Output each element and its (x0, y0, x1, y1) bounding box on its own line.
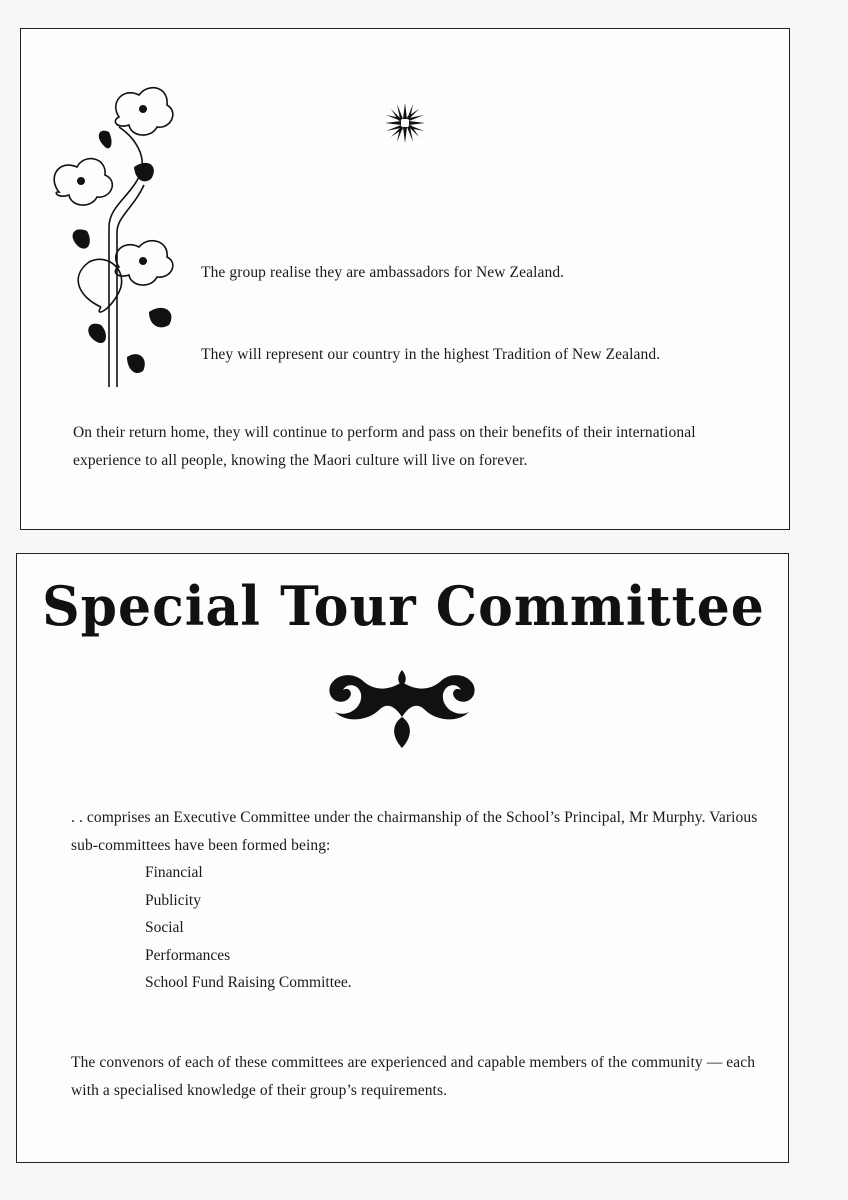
subcommittee-list (145, 859, 352, 997)
list-item: Publicity (145, 891, 201, 909)
top-panel (20, 28, 790, 530)
page-title: Special Tour Committee (42, 574, 765, 639)
comprises-paragraph: . . comprises an Executive Committee under the chairmanship of the School’s Principal, Mr Murphy. Various sub-committees have been formed being: (71, 809, 758, 854)
list-item: Social (145, 919, 184, 937)
list-item: School Fund Raising Committee. (145, 974, 352, 992)
poppy-flower-vine-icon (39, 57, 189, 387)
ambassadors-line: The group realise they are ambassadors for New Zealand. (201, 264, 565, 281)
return-home-paragraph: On their return home, they will continue to perform and pass on their benefits of their international experience to all people, knowing the Maori culture will live on forever. (73, 424, 696, 469)
list-item: Financial (145, 864, 203, 881)
sunburst-ornament-icon (383, 101, 427, 145)
scroll-ornament-icon (317, 662, 487, 752)
list-item: Performances (145, 946, 231, 964)
convenors-paragraph: The convenors of each of these committees are experienced and capable members of the community — each with a specialised knowledge of their group’s requirements. (71, 1054, 756, 1099)
bottom-panel (16, 553, 789, 1163)
represent-line: They will represent our country in the highest Tradition of New Zealand. (201, 346, 661, 363)
